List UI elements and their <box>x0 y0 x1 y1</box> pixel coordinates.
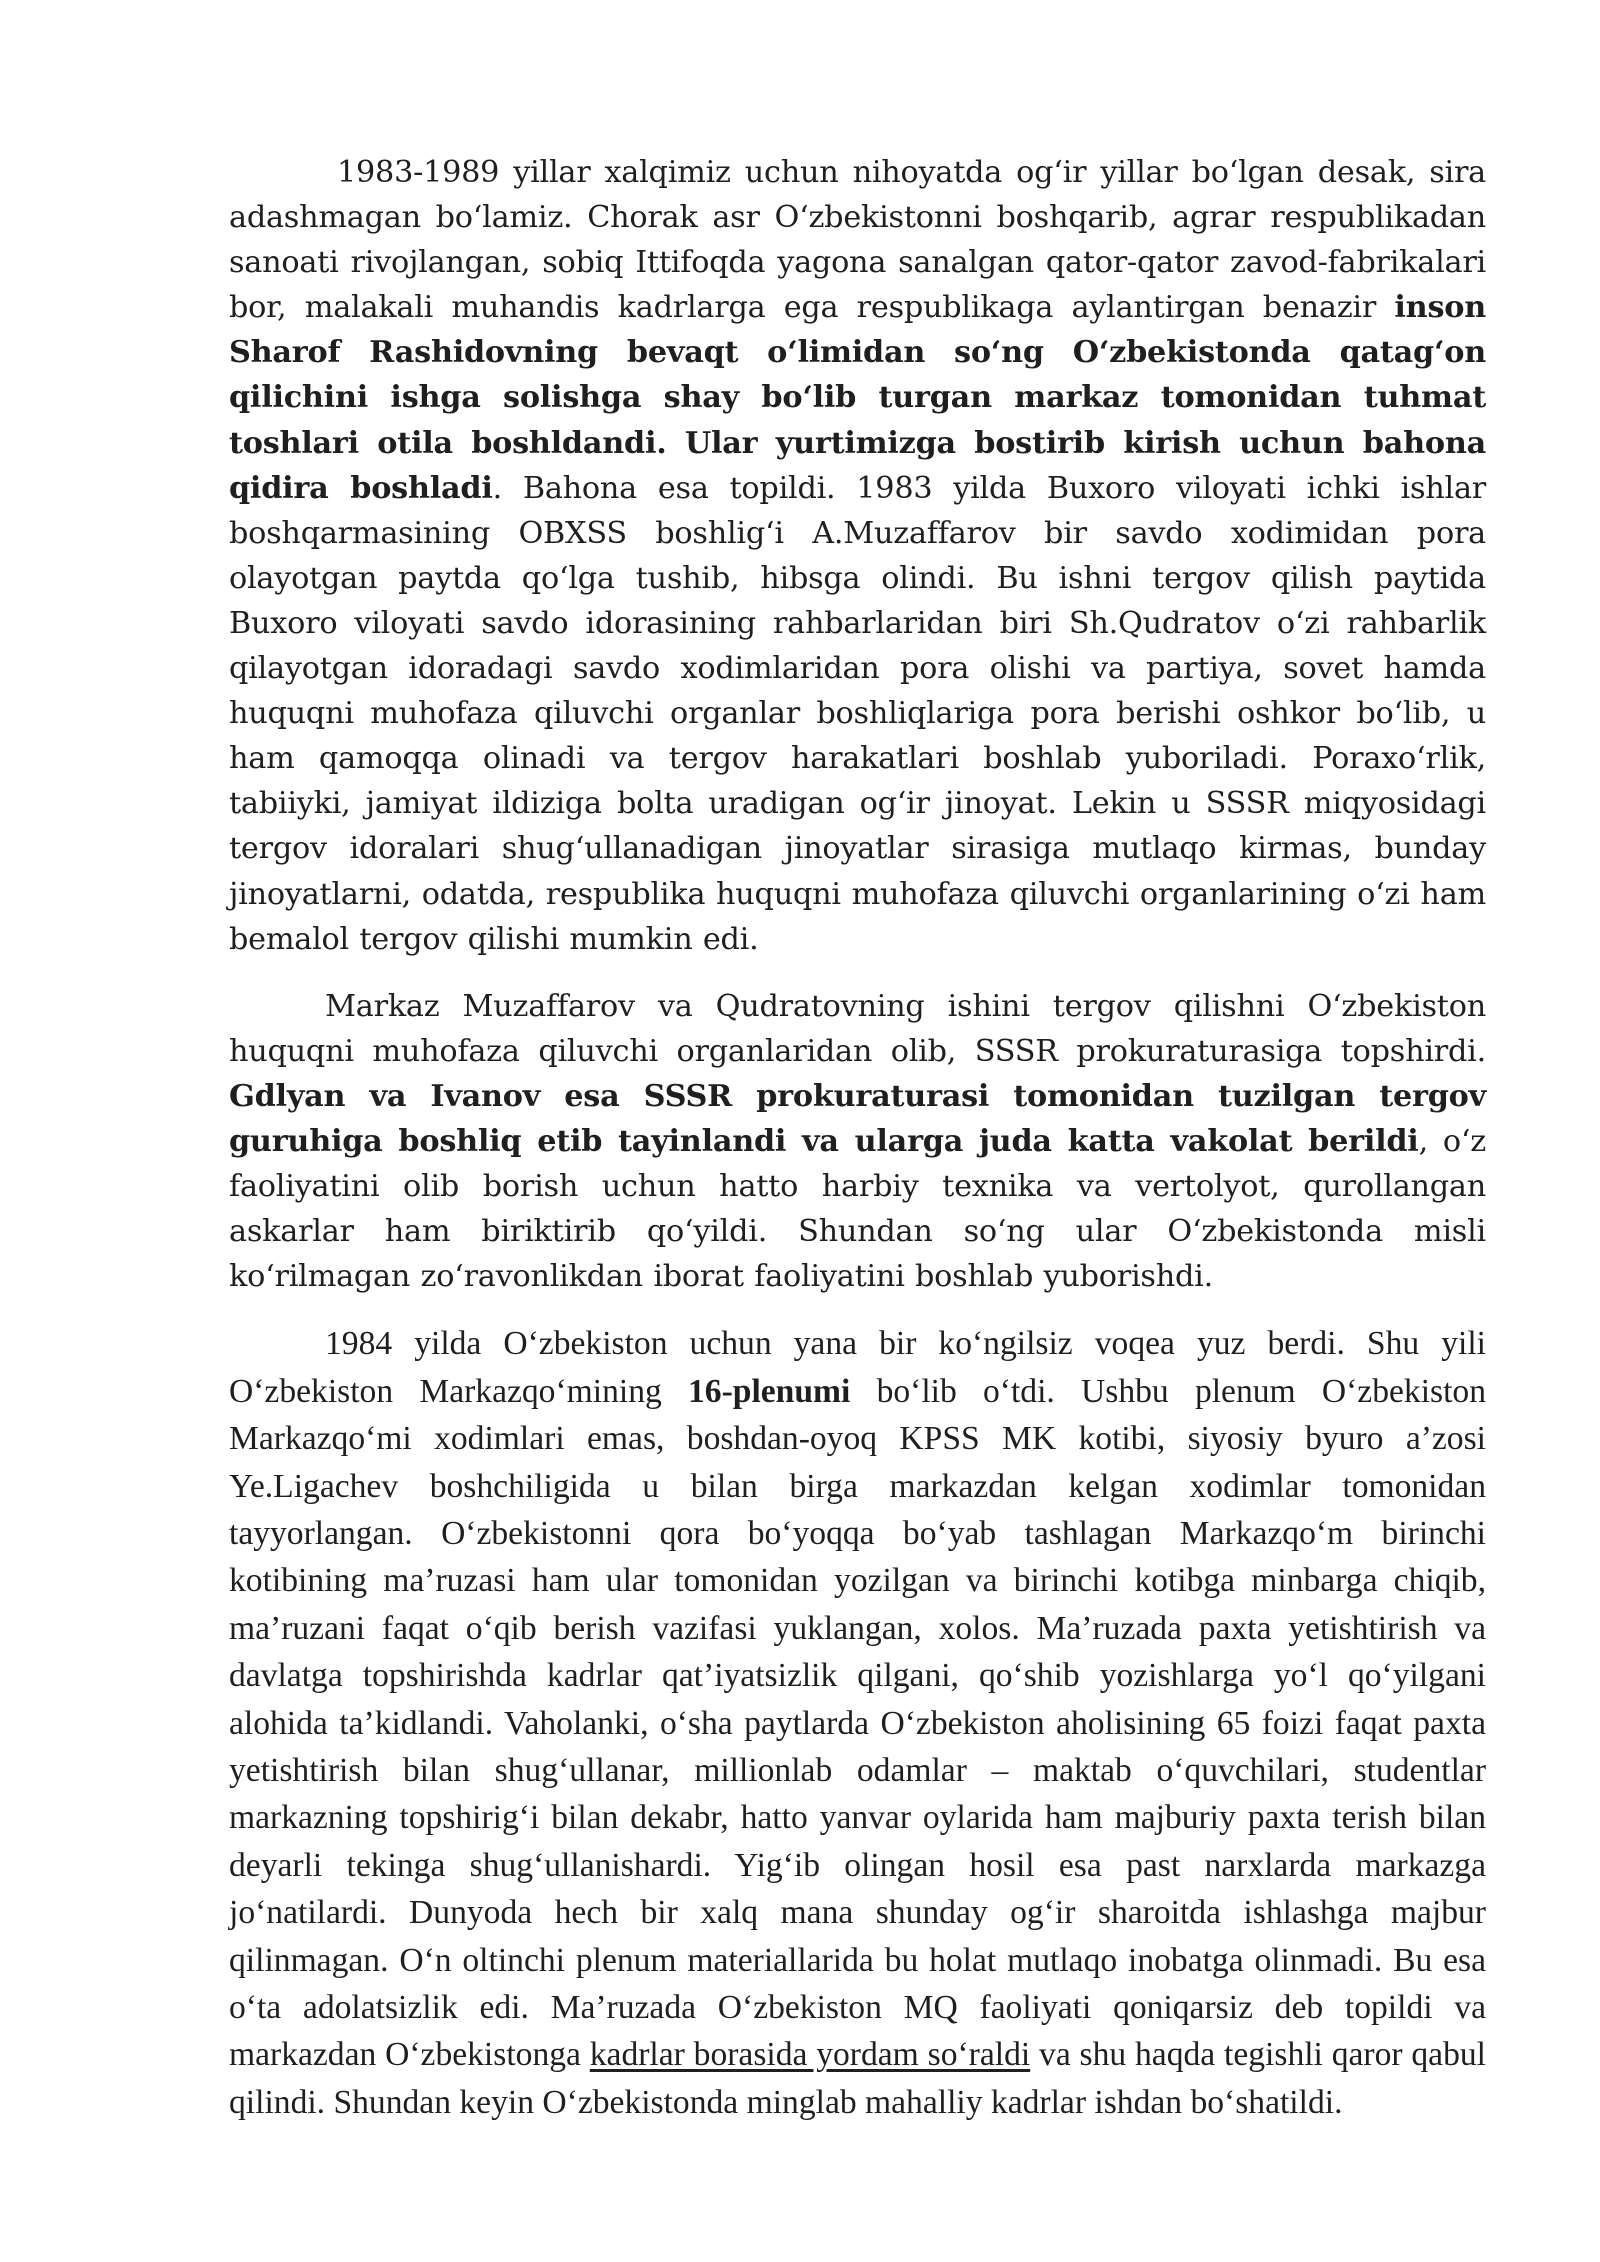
paragraph-3-text: 1984 yilda O‘zbekiston uchun yana bir ko‘ngilsiz voqea yuz berdi. Shu yili O‘zbekiston Markazqo‘mining <box>229 1325 1486 1410</box>
paragraph-3-underlined-text: kadrlar borasida yordam so‘raldi <box>589 2036 1031 2074</box>
paragraph-2-text: Markaz Muzaffarov va Qudratovning ishini tergov qilishni O‘zbekiston huquqni muhofaza qiluvchi organlaridan olib, SSSR prokuraturasiga topshirdi. <box>229 988 1486 1069</box>
paragraph-1-text: 1983-1989 yillar xalqimiz uchun nihoyatda og‘ir yillar bo‘lgan desak, sira adashmagan bo‘lamiz. Chorak asr O‘zbekistonni boshqarib, agrar respublikadan sanoati rivojlangan, sobiq Ittifoqda yagona sanalgan qator-qator zavod-fabrikalari bor, malakali muhandis kadrlarga ega respublikaga aylantirgan benazir <box>229 155 1486 326</box>
paragraph-1 <box>229 150 1486 962</box>
paragraph-1-bold-text: inson Sharof Rashidovning bevaqt o‘limidan so‘ng O‘zbekistonda qatag‘on qilichini ishga solishga shay bo‘lib turgan markaz tomonidan tuhmat toshlari otila boshldandi. Ular yurtimizga bostirib kirish uchun bahona qidira boshladi <box>229 290 1486 506</box>
document-page <box>229 150 1486 2126</box>
paragraph-2 <box>229 984 1486 1300</box>
paragraph-3-bold-text: 16-plenumi <box>688 1372 851 1410</box>
paragraph-3-text-end: va shu haqda tegishli qaror qabul qilindi. Shundan keyin O‘zbekistonda minglab mahalliy kadrlar ishdan bo‘shatildi. <box>229 2036 1486 2121</box>
paragraph-2-text-continued: , o‘z faoliyatini olib borish uchun hatto harbiy texnika va vertolyot, qurollangan askarlar ham biriktirib qo‘yildi. Shundan so‘ng ular O‘zbekistonda misli ko‘rilmagan zo‘ravonlikdan iborat faoliyatini boshlab yuborishdi. <box>229 1123 1486 1295</box>
paragraph-2-bold-text: Gdlyan va Ivanov esa SSSR prokuraturasi tomonidan tuzilgan tergov guruhiga boshliq etib tayinlandi va ularga juda katta vakolat berildi <box>229 1078 1486 1159</box>
paragraph-1-text-continued: . Bahona esa topildi. 1983 yilda Buxoro viloyati ichki ishlar boshqarmasining OBXSS boshlig‘i A.Muzaffarov bir savdo xodimidan pora olayotgan paytda qo‘lga tushib, hibsga olindi. Bu ishni tergov qilish paytida Buxoro viloyati savdo idorasining rahbarlaridan biri Sh.Qudratov o‘zi rahbarlik qilayotgan idoradagi savdo xodimlaridan pora olishi va partiya, sovet hamda huquqni muhofaza qiluvchi organlar boshliqlariga pora berishi oshkor bo‘lib, u ham qamoqqa olinadi va tergov harakatlari boshlab yuboriladi. Poraxo‘rlik, tabiiyki, jamiyat ildiziga bolta uradigan og‘ir jinoyat. Lekin u SSSR miqyosidagi tergov idoralari shug‘ullanadigan jinoyatlar sirasiga mutlaqo kirmas, bunday jinoyatlarni, odatda, respublika huquqni muhofaza qiluvchi organlarining o‘zi ham bemalol tergov qilishi mumkin edi. <box>229 470 1486 957</box>
paragraph-3 <box>229 1320 1486 2126</box>
paragraph-3-text-continued: bo‘lib o‘tdi. Ushbu plenum O‘zbekiston Markazqo‘mi xodimlari emas, boshdan-oyoq KPSS MK kotibi, siyosiy byuro a’zosi Ye.Ligachev boshchiligida u bilan birga markazdan kelgan xodimlar tomonidan tayyorlangan. O‘zbekistonni qora bo‘yoqqa bo‘yab tashlagan Markazqo‘m birinchi kotibining ma’ruzasi ham ular tomonidan yozilgan va birinchi kotibga minbarga chiqib, ma’ruzani faqat o‘qib berish vazifasi yuklangan, xolos. Ma’ruzada paxta yetishtirish va davlatga topshirishda kadrlar qat’iyatsizlik qilgani, qo‘shib yozishlarga yo‘l qo‘yilgani alohida ta’kidlandi. Vaholanki, o‘sha paytlarda O‘zbekiston aholisining 65 foizi faqat paxta yetishtirish bilan shug‘ullanar, millionlab odamlar – maktab o‘quvchilari, studentlar markazning topshirig‘i bilan dekabr, hatto yanvar oylarida ham majburiy paxta terish bilan deyarli tekinga shug‘ullanishardi. Yig‘ib olingan hosil esa past narxlarda markazga jo‘natilardi. Dunyoda hech bir xalq mana shunday og‘ir sharoitda ishlashga majbur qilinmagan. O‘n oltinchi plenum materiallarida bu holat mutlaqo inobatga olinmadi. Bu esa o‘ta adolatsizlik edi. Ma’ruzada O‘zbekiston MQ faoliyati qoniqarsiz deb topildi va markazdan O‘zbekistonga <box>229 1372 1486 2074</box>
